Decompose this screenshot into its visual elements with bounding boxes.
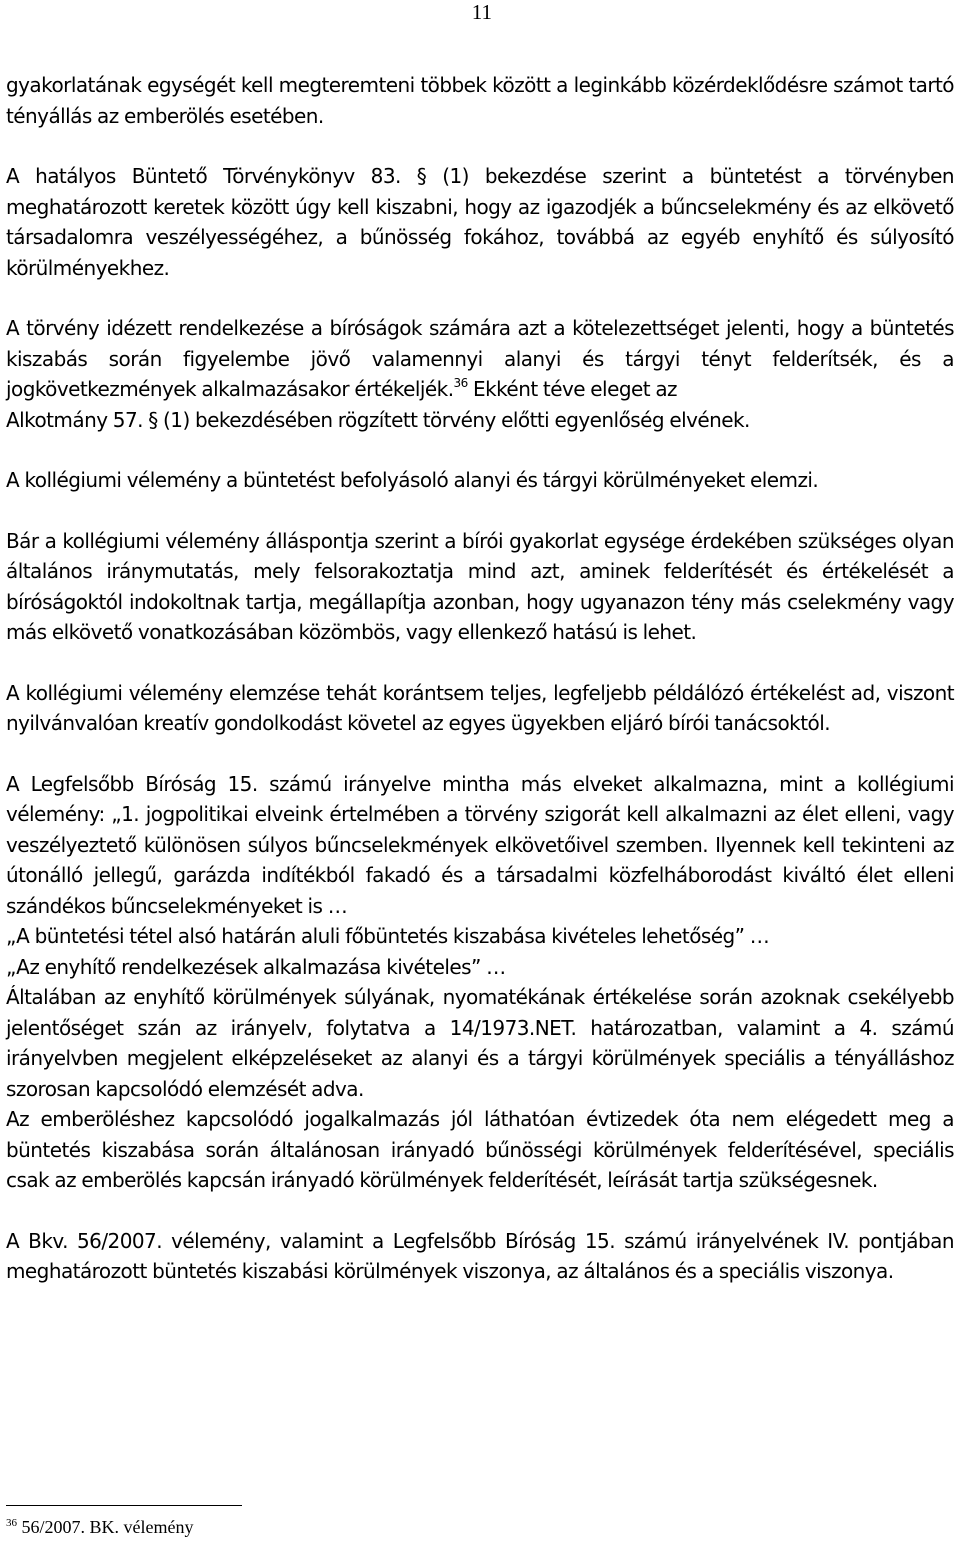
paragraph-3 [6, 313, 954, 405]
paragraph-6: A kollégiumi vélemény elemzése tehát korántsem teljes, legfeljebb példálózó értékelést ad, viszont nyilvánvalóan kreatív gondolkodást követel az egyes ügyekben eljáró bírói tanácsoktól. [6, 680, 954, 735]
footnote-reference[interactable]: 36 [453, 376, 468, 390]
footnote-number: 36 [6, 1517, 17, 1529]
paragraph-7: A Legfelsőbb Bíróság 15. számú irányelve mintha más elveket alkalmazna, mint a kollégiumi vélemény: „1. jogpolitikai elveink értelmében a törvény szigorát kell alkalmazni az élet elleni, vagy veszélyeztető különösen súlyos bűncselekmények elkövetőivel szemben. Ilyennek kell tekinteni az útonálló jellegű, garázda indítékból fakadó és a társadalmi közfelháborodást kiváltó élet elleni szándékos bűncselekményeket is … [6, 771, 954, 918]
quote-2: „Az enyhítő rendelkezések alkalmazása kivételes” … [6, 954, 506, 979]
paragraph-3-tail: Ekként téve eleget az [467, 377, 677, 401]
quote-1: „A büntetési tétel alsó határán aluli főbüntetés kiszabása kivételes lehetőség” … [6, 924, 770, 948]
footnote-text: 56/2007. BK. vélemény [21, 1517, 194, 1537]
page-number: 11 [471, 0, 492, 24]
paragraph-3-text: A törvény idézett rendelkezése a bíróságok számára azt a kötelezettséget jelenti, hogy a büntetés kiszabás során figyelembe jövő valamennyi alanyi és tárgyi tényt felderítsék, és a jogkövetkezmények alkalmazásakor értékeljék. [6, 316, 954, 401]
paragraph-9: Az emberöléshez kapcsolódó jogalkalmazás jól láthatóan évtizedek óta nem elégedett meg a büntetés kiszabása során általánosan irányadó bűnösségi körülmények felderítésével, speciális csak az emberölés kapcsán irányadó körülmények felderítését, leírását tartja szükségesnek. [6, 1107, 954, 1192]
paragraph-10: A Bkv. 56/2007. vélemény, valamint a Legfelsőbb Bíróság 15. számú irányelvének IV. pontjában meghatározott büntetés kiszabási körülmények viszonya, az általános és a speciális viszonya. [6, 1228, 954, 1283]
document-body [6, 70, 954, 1287]
paragraph-5: Bár a kollégiumi vélemény álláspontja szerint a bírói gyakorlat egysége érdekében szükséges olyan általános iránymutatás, mely felsorakoztatja mind azt, aminek felderítését és értékelését a bíróságoktól indokoltnak tartja, megállapítja azonban, hogy ugyanazon tény más cselekmény vagy más elkövető vonatkozásában közömbös, vagy ellenkező hatású is lehet. [6, 528, 954, 644]
paragraph-3-continuation: Alkotmány 57. § (1) bekezdésében rögzített törvény előtti egyenlőség elvének. [6, 407, 750, 432]
paragraph-2: A hatályos Büntető Törvénykönyv 83. § (1) bekezdése szerint a büntetést a törvényben meghatározott keretek között úgy kell kiszabni, hogy az igazodjék a bűncselekmény és az elkövető társadalomra veszélyességéhez, a bűnösség fokához, továbbá az egyéb enyhítő és súlyosító körülményekhez. [6, 164, 954, 280]
footnote-divider [6, 1505, 242, 1506]
paragraph-1: gyakorlatának egységét kell megteremteni többek között a leginkább közérdeklődésre számot tartó tényállás az emberölés esetében. [6, 73, 954, 128]
paragraph-8: Általában az enyhítő körülmények súlyának, nyomatékának értékelése során azoknak csekélyebb jelentőséget szán az irányelv, folytatva a 14/1973.NET. határozatban, valamint a 4. számú irányelvben megjelent elképzeléseket az alanyi és a tárgyi körülmények speciális a tényálláshoz szorosan kapcsolódó elemzését adva. [6, 985, 954, 1101]
footnote [6, 1516, 193, 1538]
paragraph-4: A kollégiumi vélemény a büntetést befolyásoló alanyi és tárgyi körülményeket elemzi. [6, 468, 819, 492]
